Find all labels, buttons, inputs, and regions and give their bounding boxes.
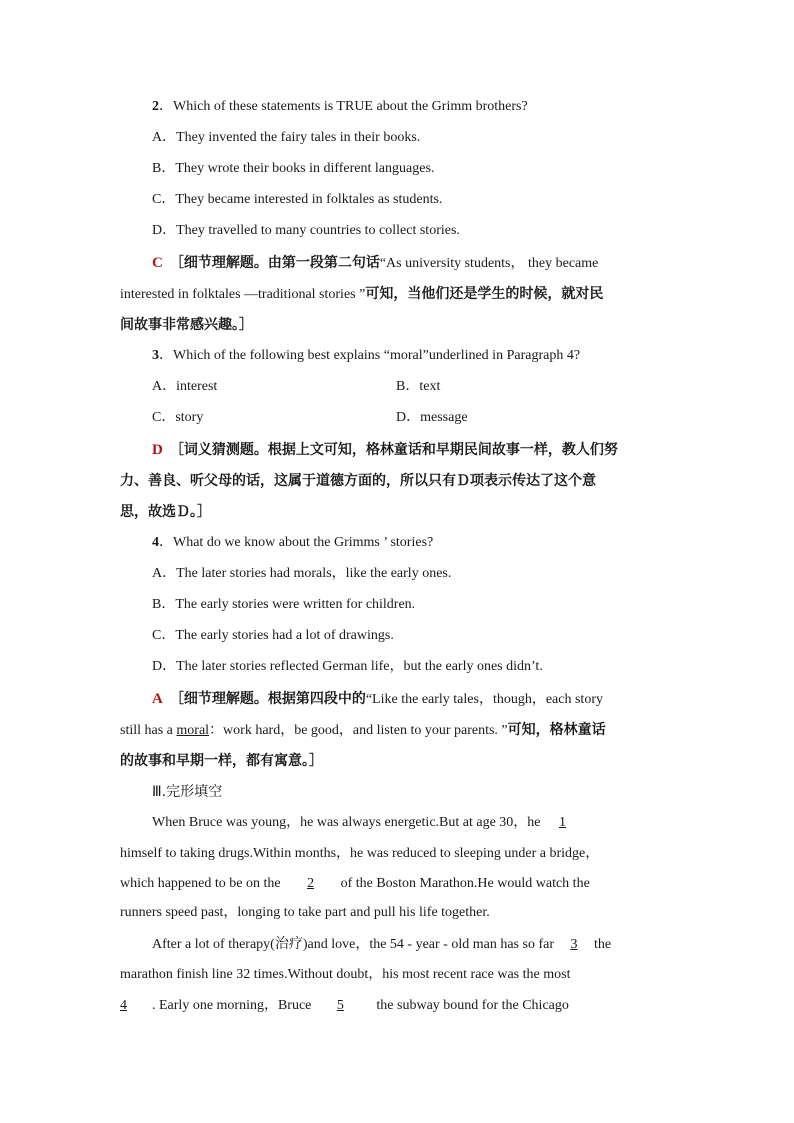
cloze-blank-5[interactable]: 5 xyxy=(336,998,344,1013)
cloze-p1-line-4: runners speed past，longing to take part and pull his life together. xyxy=(120,905,490,920)
q3-options-row-1 xyxy=(152,377,673,397)
q4-explanation-line-1: A ［细节理解题。根据第四段中的“Like the early tales，though，each story xyxy=(152,691,603,707)
q4-explanation-line-3: 的故事和早期一样，都有寓意。］ xyxy=(120,753,323,769)
q3-number: 3 xyxy=(152,348,159,363)
q3-option-c: C．story xyxy=(152,410,204,425)
cloze-p2-line-1: After a lot of therapy(治疗)and love，the 54 - year - old man has so far 3 the xyxy=(152,934,673,955)
cloze-p1-line-1: When Bruce was young，he was always energetic.But at age 30，he 1 xyxy=(152,813,673,833)
q4-explanation-line-2: still has a moral：work hard，be good，and listen to your parents. ”可知，格林童话 xyxy=(120,722,606,738)
q2-number: 2 xyxy=(152,99,159,114)
q2-stem-text: ．Which of these statements is TRUE about the Grimm brothers? xyxy=(159,99,528,114)
q2-option-c: C．They became interested in folktales as students. xyxy=(152,192,443,207)
q3-explanation-line-1: D ［词义猜测题。根据上文可知，格林童话和早期民间故事一样，教人们努 xyxy=(152,442,618,458)
cloze-p2-line-2: marathon finish line 32 times.Without doubt，his most recent race was the most xyxy=(120,967,571,982)
cloze-p1-line-2: himself to taking drugs.Within months，he was reduced to sleeping under a bridge， xyxy=(120,846,600,861)
underlined-word-moral: moral xyxy=(176,723,210,738)
q4-option-a: A．The later stories had morals，like the early ones. xyxy=(152,566,452,581)
q2-explanation-line-3: 间故事非常感兴趣。］ xyxy=(120,317,253,333)
cloze-p2-line-3: 4 . Early one morning，Bruce 5 the subway bound for the Chicago xyxy=(120,996,673,1016)
q3-stem: 3．Which of the following best explains “moral”underlined in Paragraph 4? xyxy=(152,348,581,363)
q3-option-a: A．interest xyxy=(152,379,218,394)
q4-number: 4 xyxy=(152,535,159,550)
q4-option-c: C．The early stories had a lot of drawings. xyxy=(152,628,394,643)
q3-explanation-line-3: 思，故选Ｄ。］ xyxy=(120,504,211,520)
q4-option-b: B．The early stories were written for children. xyxy=(152,597,416,612)
q3-explanation-line-2: 力、善良、听父母的话，这属于道德方面的，所以只有Ｄ项表示传达了这个意 xyxy=(120,473,596,489)
q2-option-a: A．They invented the fairy tales in their books. xyxy=(152,130,421,145)
q4-answer: A xyxy=(152,691,163,707)
q4-stem: 4．What do we know about the Grimms ’ stories? xyxy=(152,535,434,550)
q2-option-b: B．They wrote their books in different languages. xyxy=(152,161,435,176)
cloze-blank-3[interactable]: 3 xyxy=(570,937,578,952)
cloze-p1-line-3: which happened to be on the 2 of the Boston Marathon.He would watch the xyxy=(120,874,673,894)
q4-option-d: D．The later stories reflected German life，but the early ones didn’t. xyxy=(152,659,543,674)
q3-option-d: D．message xyxy=(396,410,468,425)
q2-stem xyxy=(152,97,673,117)
q3-answer: D xyxy=(152,442,163,458)
q3-options-row-2 xyxy=(152,408,673,428)
section-heading: Ⅲ.完形填空 xyxy=(152,784,223,800)
cloze-blank-2[interactable]: 2 xyxy=(307,876,315,891)
q2-explanation-line-2: interested in folktales —traditional stories ”可知，当他们还是学生的时候，就对民 xyxy=(120,286,604,302)
q2-option-d: D．They travelled to many countries to collect stories. xyxy=(152,223,460,238)
q2-explanation-line-1: C ［细节理解题。由第一段第二句话“As university students， they became xyxy=(152,255,599,271)
cloze-blank-4[interactable]: 4 xyxy=(120,998,127,1013)
q3-option-b: B．text xyxy=(396,379,441,394)
q2-answer: C xyxy=(152,255,163,271)
cloze-blank-1[interactable]: 1 xyxy=(559,815,567,830)
